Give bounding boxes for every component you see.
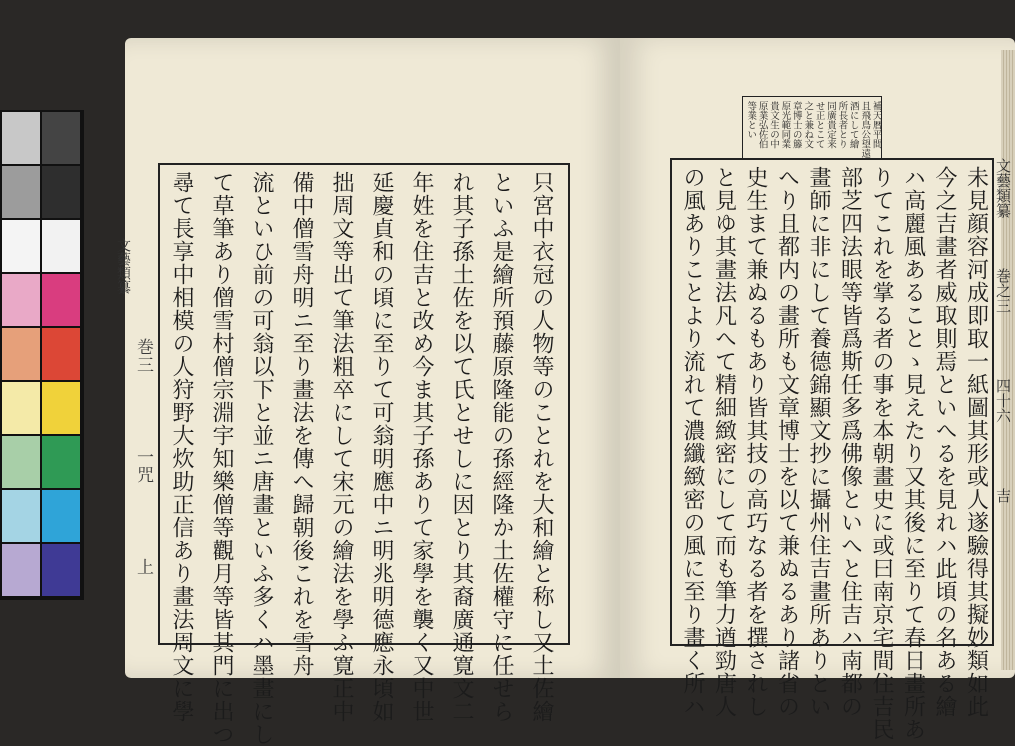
text-column: 尋て長享中相模の人狩野大炊助正信あり畫法周文に學	[169, 171, 194, 723]
text-column: へり且都内の畫所も文章博士を以て兼ぬるあり諸省の	[774, 166, 800, 718]
color-swatch	[42, 382, 80, 434]
text-column: 流といひ前の可翁以下と並ニ唐畫といふ多くハ墨畫にし	[249, 171, 274, 746]
color-swatch	[42, 220, 80, 272]
color-swatch	[42, 436, 80, 488]
color-swatch	[2, 166, 40, 218]
text-column: 只宮中衣冠の人物等のことれを大和繪と称し又土佐繪	[529, 171, 554, 723]
color-calibration-chart	[0, 110, 84, 600]
text-column: 延慶貞和の頃に至りて可翁明應中ニ明兆明德應永頃如	[369, 171, 394, 723]
color-swatch	[2, 436, 40, 488]
headnote-line: 貴文生の中	[768, 101, 779, 149]
headnote-line: せ正とこて	[813, 101, 825, 149]
headnote-line: 酒にして繪	[847, 101, 859, 149]
color-swatch	[42, 274, 80, 326]
text-column: 未見顔容河成即取一紙圖其形或人遂驗得其擬妙類如此	[963, 166, 989, 718]
headnote-line: 之と兼ね文	[802, 101, 814, 149]
text-column: 今之吉畫者威取則焉といへるを見れハ此頃の名ある繪	[932, 166, 957, 718]
headnote-line: 且飛鳥公望遠	[859, 101, 871, 158]
color-swatch	[2, 220, 40, 272]
color-swatch	[42, 490, 80, 542]
left-page-margin-label: 文藝類纂	[115, 238, 131, 294]
text-column: といふ是繪所預藤原隆能の孫經隆か土佐權守に任せら	[489, 171, 514, 723]
edge-strip-fragment: 四十六	[994, 378, 1012, 423]
text-column: 史生まて兼ぬるもあり皆其技の高巧なる者を撰されし	[743, 166, 768, 718]
text-column: ハ高麗風あることゝ見えたり又其後に至りて春日畫所あ	[900, 166, 926, 741]
headnote-line: 章博士の籐	[790, 101, 802, 149]
text-column: 拙周文等出て筆法粗卒にして宋元の繪法を學ふ寛正中	[329, 171, 354, 723]
color-swatch	[2, 328, 40, 380]
page-edges	[1001, 50, 1015, 670]
edge-strip-fragment: 吉	[994, 488, 1012, 503]
color-swatch	[42, 112, 80, 164]
headnote-line: 補天暦平間	[870, 101, 882, 149]
text-column: て草筆あり僧雪村僧宗淵宇知樂僧等觀月等皆其門に出つ	[209, 171, 234, 746]
color-swatch	[2, 112, 40, 164]
right-page-text-frame	[670, 158, 994, 741]
color-swatch	[2, 382, 40, 434]
text-column: 備中僧雪舟明ニ至り畫法を傳へ歸朝後これを雪舟	[289, 171, 314, 677]
color-swatch	[42, 166, 80, 218]
text-column: の風ありことより流れて濃纖緻密の風に至り畫く所ハ	[680, 166, 705, 718]
text-column: と見ゆ其畫法凡へて精細緻密にして而も筆力遒勁唐人	[711, 166, 737, 718]
headnote-line: 同廣貴定来	[825, 101, 836, 149]
margin-fragment: 一咒	[133, 448, 153, 484]
text-column: りてこれを掌る者の事を本朝畫史に或曰南京宅間住吉民	[869, 166, 894, 741]
margin-fragment: 上	[133, 558, 153, 576]
text-column: 部芝四法眼等皆爲斯任多爲佛像といへと住吉ハ南都の	[837, 166, 863, 718]
left-page-text-frame	[158, 163, 570, 746]
text-column: 年姓を住吉と改め今ま其子孫ありて家學を襲く又中世	[409, 171, 434, 723]
color-swatch	[42, 544, 80, 596]
color-swatch	[2, 544, 40, 596]
color-swatch	[2, 274, 40, 326]
right-page	[620, 38, 1015, 741]
headnote-line: 原業弘佐伯	[756, 101, 768, 149]
headnote-box	[742, 96, 882, 160]
open-book	[95, 38, 1012, 746]
edge-strip-fragment: 文藝類纂	[994, 158, 1012, 218]
headnote-line: 等業とい	[745, 101, 757, 139]
headnote-line: 所長者とり	[836, 101, 848, 149]
color-swatch	[2, 490, 40, 542]
color-swatch	[42, 328, 80, 380]
margin-fragment: 巻三	[133, 338, 153, 374]
left-page	[115, 38, 620, 746]
headnote-line: 原光範同業	[779, 101, 791, 149]
text-column: れ其子孫土佐を以て氏とせしに因とり其裔廣通寛文二	[449, 171, 474, 723]
text-column: 畫師に非にして養德錦顯文抄に攝州住吉畫所ありとい	[806, 166, 831, 718]
edge-strip-fragment: 巻之三	[994, 268, 1012, 313]
